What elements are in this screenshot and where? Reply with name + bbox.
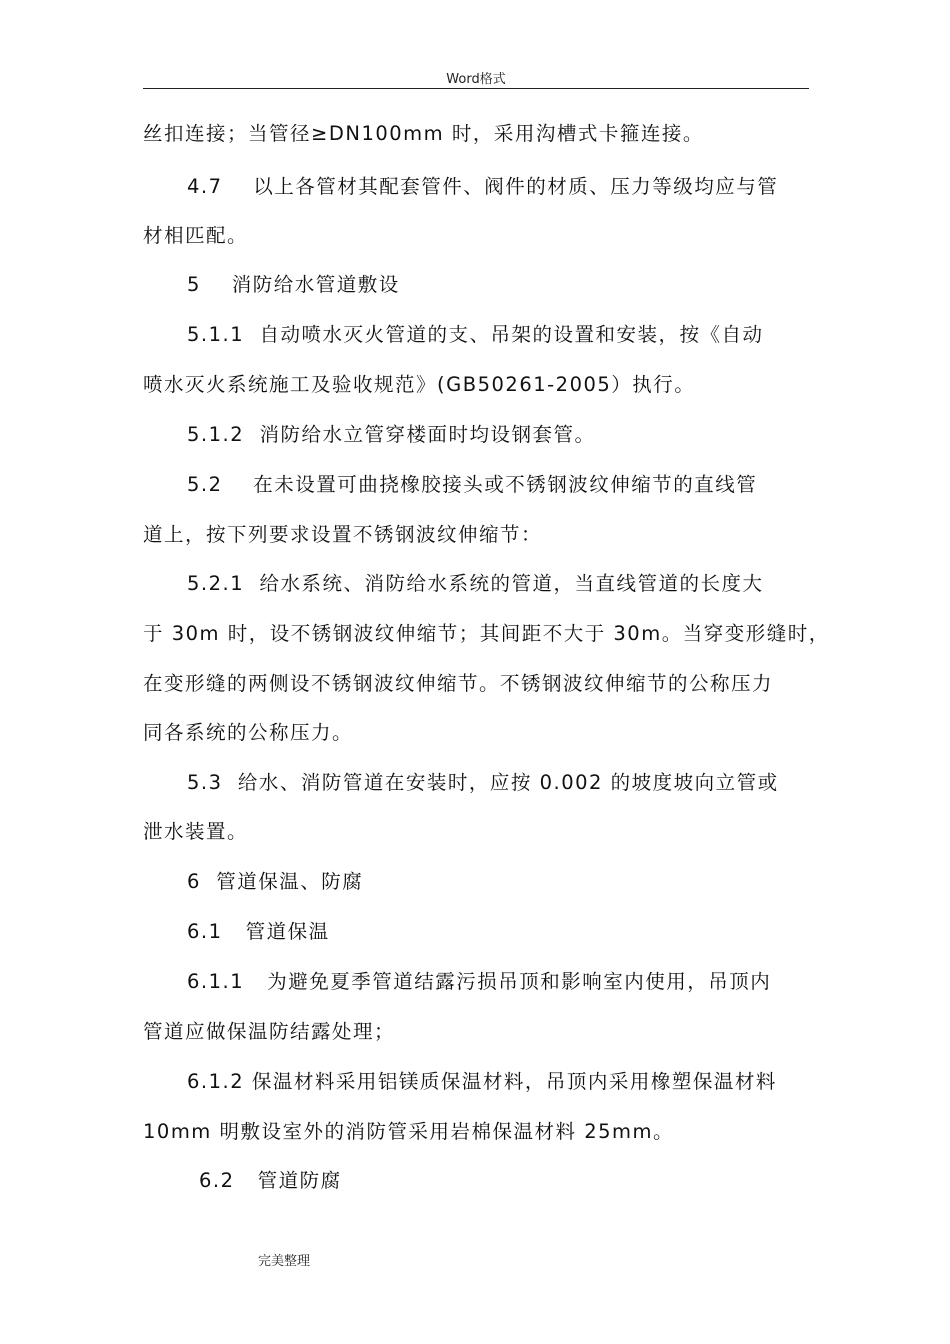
body-line: 4.7 以上各管材其配套管件、阀件的材质、压力等级均应与管 bbox=[187, 175, 779, 198]
page-header: Word格式 bbox=[446, 72, 506, 87]
body-line: 材相匹配。 bbox=[143, 224, 249, 247]
body-line: 5.2 在未设置可曲挠橡胶接头或不锈钢波纹伸缩节的直线管 bbox=[187, 473, 758, 496]
subsection-heading: 6.1 管道保温 bbox=[187, 920, 330, 943]
page-footer: 完美整理 bbox=[258, 1254, 311, 1269]
section-heading: 5 消防给水管道敷设 bbox=[187, 273, 400, 296]
body-line: 5.3 给水、消防管道在安装时，应按 0.002 的坡度坡向立管或 bbox=[187, 771, 779, 794]
body-line: 喷水灭火系统施工及验收规范》(GB50261-2005）执行。 bbox=[143, 373, 696, 396]
body-line: 10mm 明敷设室外的消防管采用岩棉保温材料 25mm。 bbox=[143, 1120, 675, 1143]
section-heading: 6 管道保温、防腐 bbox=[187, 870, 364, 893]
body-line: 6.1.2 保温材料采用铝镁质保温材料，吊顶内采用橡塑保温材料 bbox=[187, 1070, 777, 1093]
subsection-heading: 6.2 管道防腐 bbox=[199, 1169, 342, 1192]
body-line: 道上，按下列要求设置不锈钢波纹伸缩节： bbox=[143, 523, 543, 546]
body-line: 5.1.1 自动喷水灭火管道的支、吊架的设置和安装，按《自动 bbox=[187, 323, 764, 346]
body-line: 6.1.1 为避免夏季管道结露污损吊顶和影响室内使用，吊顶内 bbox=[187, 970, 772, 993]
body-line: 泄水装置。 bbox=[143, 820, 249, 843]
body-line: 5.1.2 消防给水立管穿楼面时均设钢套管。 bbox=[187, 423, 596, 446]
body-line: 管道应做保温防结露处理； bbox=[143, 1020, 396, 1043]
body-line: 丝扣连接；当管径≥DN100mm 时，采用沟槽式卡箍连接。 bbox=[143, 122, 704, 145]
body-line: 于 30m 时，设不锈钢波纹伸缩节；其间距不大于 30m。当穿变形缝时， bbox=[143, 622, 830, 645]
body-line: 在变形缝的两侧设不锈钢波纹伸缩节。不锈钢波纹伸缩节的公称压力 bbox=[143, 672, 774, 695]
body-line: 5.2.1 给水系统、消防给水系统的管道，当直线管道的长度大 bbox=[187, 572, 764, 595]
header-divider bbox=[143, 88, 809, 89]
body-line: 同各系统的公称压力。 bbox=[143, 721, 354, 744]
